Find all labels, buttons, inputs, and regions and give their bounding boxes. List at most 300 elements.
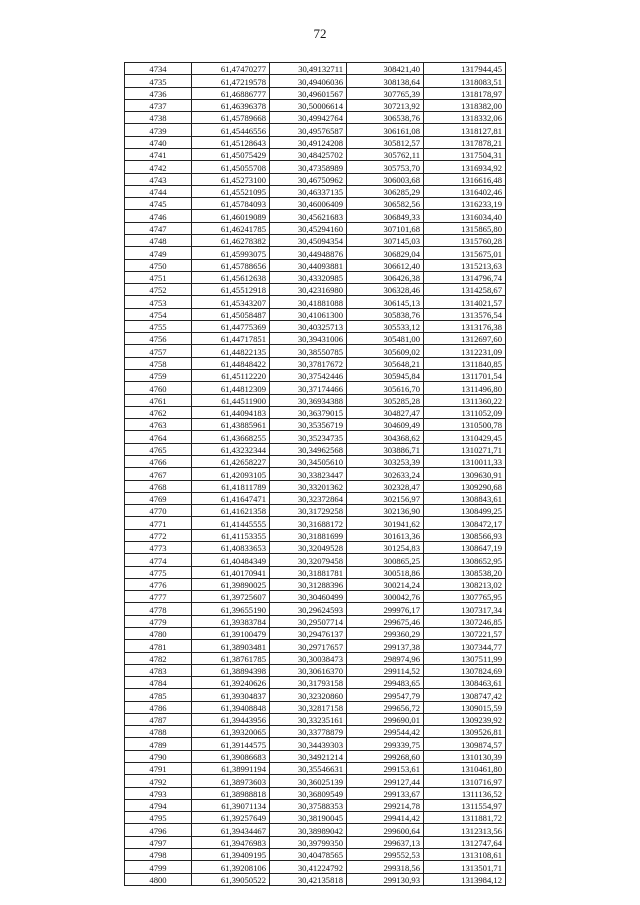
latitude-cell: 61,44812309 [192, 382, 270, 394]
point-number-cell: 4797 [125, 836, 192, 848]
latitude-cell: 61,44511900 [192, 394, 270, 406]
longitude-cell: 30,31793158 [270, 677, 347, 689]
x-coordinate-cell: 306003,68 [347, 173, 424, 185]
point-number-cell: 4786 [125, 701, 192, 713]
x-coordinate-cell: 299976,17 [347, 603, 424, 615]
table-row [125, 799, 506, 811]
table-row [125, 296, 506, 308]
point-number-cell: 4740 [125, 136, 192, 148]
point-number-cell: 4752 [125, 284, 192, 296]
table-row [125, 812, 506, 824]
table-row [125, 836, 506, 848]
table-row [125, 234, 506, 246]
point-number-cell: 4770 [125, 505, 192, 517]
table-row [125, 652, 506, 664]
point-number-cell: 4781 [125, 640, 192, 652]
table-row [125, 210, 506, 222]
table-row [125, 75, 506, 87]
x-coordinate-cell: 304368,62 [347, 431, 424, 443]
point-number-cell: 4755 [125, 320, 192, 332]
longitude-cell: 30,45621683 [270, 210, 347, 222]
point-number-cell: 4790 [125, 750, 192, 762]
point-number-cell: 4783 [125, 664, 192, 676]
point-number-cell: 4746 [125, 210, 192, 222]
x-coordinate-cell: 305616,70 [347, 382, 424, 394]
table-row [125, 456, 506, 468]
latitude-cell: 61,41153355 [192, 529, 270, 541]
table-row [125, 640, 506, 652]
y-coordinate-cell: 1315865,80 [424, 222, 506, 234]
y-coordinate-cell: 1318178,97 [424, 87, 506, 99]
latitude-cell: 61,40170941 [192, 566, 270, 578]
table-row [125, 578, 506, 590]
point-number-cell: 4748 [125, 234, 192, 246]
longitude-cell: 30,49132711 [270, 63, 347, 75]
x-coordinate-cell: 299656,72 [347, 701, 424, 713]
table-row [125, 198, 506, 210]
longitude-cell: 30,41061300 [270, 308, 347, 320]
latitude-cell: 61,45273100 [192, 173, 270, 185]
table-row [125, 87, 506, 99]
longitude-cell: 30,49942764 [270, 112, 347, 124]
point-number-cell: 4768 [125, 480, 192, 492]
point-number-cell: 4735 [125, 75, 192, 87]
y-coordinate-cell: 1307511,99 [424, 652, 506, 664]
latitude-cell: 61,46278382 [192, 234, 270, 246]
point-number-cell: 4766 [125, 456, 192, 468]
latitude-cell: 61,45612638 [192, 271, 270, 283]
longitude-cell: 30,49576587 [270, 124, 347, 136]
table-row [125, 713, 506, 725]
point-number-cell: 4758 [125, 357, 192, 369]
latitude-cell: 61,45075429 [192, 148, 270, 160]
longitude-cell: 30,37174466 [270, 382, 347, 394]
table-row [125, 480, 506, 492]
y-coordinate-cell: 1308843,61 [424, 492, 506, 504]
x-coordinate-cell: 303886,71 [347, 443, 424, 455]
point-number-cell: 4734 [125, 63, 192, 75]
longitude-cell: 30,33778879 [270, 726, 347, 738]
table-row [125, 677, 506, 689]
longitude-cell: 30,49601567 [270, 87, 347, 99]
x-coordinate-cell: 299114,52 [347, 664, 424, 676]
point-number-cell: 4800 [125, 873, 192, 885]
longitude-cell: 30,30460499 [270, 591, 347, 603]
y-coordinate-cell: 1314258,67 [424, 284, 506, 296]
longitude-cell: 30,41224792 [270, 861, 347, 873]
x-coordinate-cell: 298974,96 [347, 652, 424, 664]
longitude-cell: 30,46006409 [270, 198, 347, 210]
point-number-cell: 4753 [125, 296, 192, 308]
table-row [125, 443, 506, 455]
x-coordinate-cell: 307101,68 [347, 222, 424, 234]
table-row [125, 357, 506, 369]
table-row [125, 861, 506, 873]
longitude-cell: 30,48425702 [270, 148, 347, 160]
latitude-cell: 61,39208106 [192, 861, 270, 873]
longitude-cell: 30,40325713 [270, 320, 347, 332]
table-row [125, 763, 506, 775]
point-number-cell: 4763 [125, 419, 192, 431]
latitude-cell: 61,47470277 [192, 63, 270, 75]
latitude-cell: 61,47219578 [192, 75, 270, 87]
point-number-cell: 4777 [125, 591, 192, 603]
y-coordinate-cell: 1308652,95 [424, 554, 506, 566]
latitude-cell: 61,45788656 [192, 259, 270, 271]
table-row [125, 370, 506, 382]
x-coordinate-cell: 305945,84 [347, 370, 424, 382]
page-number: 72 [313, 26, 327, 41]
latitude-cell: 61,39257649 [192, 812, 270, 824]
latitude-cell: 61,42658227 [192, 456, 270, 468]
longitude-cell: 30,34921214 [270, 750, 347, 762]
longitude-cell: 30,36379015 [270, 406, 347, 418]
point-number-cell: 4773 [125, 541, 192, 553]
table-row [125, 284, 506, 296]
latitude-cell: 61,43668255 [192, 431, 270, 443]
y-coordinate-cell: 1317504,31 [424, 148, 506, 160]
latitude-cell: 61,39086683 [192, 750, 270, 762]
point-number-cell: 4785 [125, 689, 192, 701]
longitude-cell: 30,36025139 [270, 775, 347, 787]
point-number-cell: 4774 [125, 554, 192, 566]
longitude-cell: 30,29624593 [270, 603, 347, 615]
point-number-cell: 4782 [125, 652, 192, 664]
table-row [125, 505, 506, 517]
point-number-cell: 4737 [125, 99, 192, 111]
point-number-cell: 4793 [125, 787, 192, 799]
x-coordinate-cell: 301613,36 [347, 529, 424, 541]
longitude-cell: 30,32817158 [270, 701, 347, 713]
longitude-cell: 30,37588353 [270, 799, 347, 811]
point-number-cell: 4772 [125, 529, 192, 541]
y-coordinate-cell: 1317944,45 [424, 63, 506, 75]
x-coordinate-cell: 307765,39 [347, 87, 424, 99]
point-number-cell: 4794 [125, 799, 192, 811]
table-row [125, 431, 506, 443]
point-number-cell: 4784 [125, 677, 192, 689]
y-coordinate-cell: 1311136,52 [424, 787, 506, 799]
latitude-cell: 61,44717851 [192, 333, 270, 345]
x-coordinate-cell: 301254,83 [347, 541, 424, 553]
longitude-cell: 30,41881088 [270, 296, 347, 308]
y-coordinate-cell: 1309630,91 [424, 468, 506, 480]
longitude-cell: 30,45094354 [270, 234, 347, 246]
longitude-cell: 30,33235161 [270, 713, 347, 725]
longitude-cell: 30,32320860 [270, 689, 347, 701]
y-coordinate-cell: 1311496,80 [424, 382, 506, 394]
y-coordinate-cell: 1318332,06 [424, 112, 506, 124]
table-row [125, 603, 506, 615]
latitude-cell: 61,39476983 [192, 836, 270, 848]
latitude-cell: 61,39655190 [192, 603, 270, 615]
x-coordinate-cell: 299153,61 [347, 763, 424, 775]
longitude-cell: 30,42135818 [270, 873, 347, 885]
x-coordinate-cell: 306582,56 [347, 198, 424, 210]
longitude-cell: 30,34505610 [270, 456, 347, 468]
table-row [125, 185, 506, 197]
x-coordinate-cell: 299544,42 [347, 726, 424, 738]
table-row [125, 136, 506, 148]
longitude-cell: 30,35356719 [270, 419, 347, 431]
latitude-cell: 61,39890025 [192, 578, 270, 590]
x-coordinate-cell: 306145,13 [347, 296, 424, 308]
x-coordinate-cell: 302156,97 [347, 492, 424, 504]
y-coordinate-cell: 1311881,72 [424, 812, 506, 824]
y-coordinate-cell: 1315675,01 [424, 247, 506, 259]
table-row [125, 627, 506, 639]
latitude-cell: 61,39434467 [192, 824, 270, 836]
coordinates-table-body [125, 63, 506, 886]
point-number-cell: 4778 [125, 603, 192, 615]
point-number-cell: 4798 [125, 849, 192, 861]
latitude-cell: 61,46886777 [192, 87, 270, 99]
point-number-cell: 4741 [125, 148, 192, 160]
x-coordinate-cell: 299137,38 [347, 640, 424, 652]
latitude-cell: 61,45789668 [192, 112, 270, 124]
x-coordinate-cell: 299600,64 [347, 824, 424, 836]
latitude-cell: 61,45343207 [192, 296, 270, 308]
x-coordinate-cell: 299483,65 [347, 677, 424, 689]
y-coordinate-cell: 1315213,63 [424, 259, 506, 271]
y-coordinate-cell: 1318127,81 [424, 124, 506, 136]
x-coordinate-cell: 302328,47 [347, 480, 424, 492]
point-number-cell: 4788 [125, 726, 192, 738]
latitude-cell: 61,45512918 [192, 284, 270, 296]
longitude-cell: 30,39431006 [270, 333, 347, 345]
longitude-cell: 30,34439303 [270, 738, 347, 750]
latitude-cell: 61,41647471 [192, 492, 270, 504]
x-coordinate-cell: 305648,21 [347, 357, 424, 369]
x-coordinate-cell: 308138,64 [347, 75, 424, 87]
y-coordinate-cell: 1312231,09 [424, 345, 506, 357]
table-row [125, 701, 506, 713]
point-number-cell: 4762 [125, 406, 192, 418]
point-number-cell: 4751 [125, 271, 192, 283]
point-number-cell: 4760 [125, 382, 192, 394]
y-coordinate-cell: 1309874,57 [424, 738, 506, 750]
longitude-cell: 30,29717657 [270, 640, 347, 652]
table-row [125, 259, 506, 271]
latitude-cell: 61,45784093 [192, 198, 270, 210]
latitude-cell: 61,38761785 [192, 652, 270, 664]
point-number-cell: 4756 [125, 333, 192, 345]
table-row [125, 419, 506, 431]
table-row [125, 99, 506, 111]
latitude-cell: 61,39320065 [192, 726, 270, 738]
latitude-cell: 61,43232344 [192, 443, 270, 455]
y-coordinate-cell: 1309290,68 [424, 480, 506, 492]
x-coordinate-cell: 306849,33 [347, 210, 424, 222]
longitude-cell: 30,30038473 [270, 652, 347, 664]
x-coordinate-cell: 306328,46 [347, 284, 424, 296]
latitude-cell: 61,44094183 [192, 406, 270, 418]
y-coordinate-cell: 1307344,77 [424, 640, 506, 652]
x-coordinate-cell: 305838,76 [347, 308, 424, 320]
longitude-cell: 30,31881699 [270, 529, 347, 541]
table-row [125, 517, 506, 529]
point-number-cell: 4744 [125, 185, 192, 197]
y-coordinate-cell: 1313176,38 [424, 320, 506, 332]
x-coordinate-cell: 305609,02 [347, 345, 424, 357]
table-row [125, 271, 506, 283]
latitude-cell: 61,39304837 [192, 689, 270, 701]
table-row [125, 148, 506, 160]
y-coordinate-cell: 1307317,34 [424, 603, 506, 615]
longitude-cell: 30,36809549 [270, 787, 347, 799]
latitude-cell: 61,40484349 [192, 554, 270, 566]
y-coordinate-cell: 1310429,45 [424, 431, 506, 443]
table-row [125, 787, 506, 799]
longitude-cell: 30,31881781 [270, 566, 347, 578]
y-coordinate-cell: 1318382,00 [424, 99, 506, 111]
longitude-cell: 30,34962568 [270, 443, 347, 455]
latitude-cell: 61,39050522 [192, 873, 270, 885]
point-number-cell: 4775 [125, 566, 192, 578]
longitude-cell: 30,29476137 [270, 627, 347, 639]
longitude-cell: 30,32049528 [270, 541, 347, 553]
x-coordinate-cell: 306829,04 [347, 247, 424, 259]
table-row [125, 554, 506, 566]
latitude-cell: 61,45128643 [192, 136, 270, 148]
point-number-cell: 4787 [125, 713, 192, 725]
point-number-cell: 4743 [125, 173, 192, 185]
latitude-cell: 61,46019089 [192, 210, 270, 222]
x-coordinate-cell: 299214,78 [347, 799, 424, 811]
latitude-cell: 61,38903481 [192, 640, 270, 652]
longitude-cell: 30,44948876 [270, 247, 347, 259]
longitude-cell: 30,35234735 [270, 431, 347, 443]
y-coordinate-cell: 1314021,57 [424, 296, 506, 308]
x-coordinate-cell: 299268,60 [347, 750, 424, 762]
y-coordinate-cell: 1317878,21 [424, 136, 506, 148]
y-coordinate-cell: 1313984,12 [424, 873, 506, 885]
y-coordinate-cell: 1308538,20 [424, 566, 506, 578]
table-row [125, 775, 506, 787]
point-number-cell: 4754 [125, 308, 192, 320]
y-coordinate-cell: 1309526,81 [424, 726, 506, 738]
x-coordinate-cell: 300865,25 [347, 554, 424, 566]
table-row [125, 468, 506, 480]
latitude-cell: 61,45446556 [192, 124, 270, 136]
point-number-cell: 4749 [125, 247, 192, 259]
longitude-cell: 30,45294160 [270, 222, 347, 234]
x-coordinate-cell: 304609,49 [347, 419, 424, 431]
longitude-cell: 30,49124208 [270, 136, 347, 148]
longitude-cell: 30,38190045 [270, 812, 347, 824]
longitude-cell: 30,31288396 [270, 578, 347, 590]
y-coordinate-cell: 1316233,19 [424, 198, 506, 210]
table-row [125, 320, 506, 332]
table-row [125, 173, 506, 185]
latitude-cell: 61,44848422 [192, 357, 270, 369]
latitude-cell: 61,45521095 [192, 185, 270, 197]
y-coordinate-cell: 1308213,02 [424, 578, 506, 590]
latitude-cell: 61,42093105 [192, 468, 270, 480]
point-number-cell: 4796 [125, 824, 192, 836]
x-coordinate-cell: 305762,11 [347, 148, 424, 160]
table-row [125, 664, 506, 676]
y-coordinate-cell: 1316934,92 [424, 161, 506, 173]
point-number-cell: 4789 [125, 738, 192, 750]
latitude-cell: 61,43885961 [192, 419, 270, 431]
point-number-cell: 4776 [125, 578, 192, 590]
longitude-cell: 30,32079458 [270, 554, 347, 566]
longitude-cell: 30,31688172 [270, 517, 347, 529]
table-row [125, 689, 506, 701]
y-coordinate-cell: 1308747,42 [424, 689, 506, 701]
point-number-cell: 4761 [125, 394, 192, 406]
x-coordinate-cell: 299130,93 [347, 873, 424, 885]
y-coordinate-cell: 1311554,97 [424, 799, 506, 811]
table-row [125, 406, 506, 418]
y-coordinate-cell: 1311052,09 [424, 406, 506, 418]
longitude-cell: 30,42316980 [270, 284, 347, 296]
point-number-cell: 4792 [125, 775, 192, 787]
latitude-cell: 61,45112220 [192, 370, 270, 382]
table-row [125, 63, 506, 75]
longitude-cell: 30,50006614 [270, 99, 347, 111]
table-row [125, 849, 506, 861]
y-coordinate-cell: 1313501,71 [424, 861, 506, 873]
table-row [125, 394, 506, 406]
x-coordinate-cell: 299339,75 [347, 738, 424, 750]
point-number-cell: 4767 [125, 468, 192, 480]
point-number-cell: 4799 [125, 861, 192, 873]
longitude-cell: 30,35546631 [270, 763, 347, 775]
coordinates-table [124, 62, 506, 886]
x-coordinate-cell: 301941,62 [347, 517, 424, 529]
x-coordinate-cell: 299637,13 [347, 836, 424, 848]
point-number-cell: 4771 [125, 517, 192, 529]
table-row [125, 750, 506, 762]
point-number-cell: 4738 [125, 112, 192, 124]
latitude-cell: 61,39383784 [192, 615, 270, 627]
point-number-cell: 4757 [125, 345, 192, 357]
longitude-cell: 30,49406036 [270, 75, 347, 87]
y-coordinate-cell: 1309015,59 [424, 701, 506, 713]
longitude-cell: 30,38550785 [270, 345, 347, 357]
longitude-cell: 30,40478565 [270, 849, 347, 861]
longitude-cell: 30,38989042 [270, 824, 347, 836]
x-coordinate-cell: 299675,46 [347, 615, 424, 627]
x-coordinate-cell: 305753,70 [347, 161, 424, 173]
point-number-cell: 4739 [125, 124, 192, 136]
table-row [125, 529, 506, 541]
x-coordinate-cell: 305481,00 [347, 333, 424, 345]
x-coordinate-cell: 308421,40 [347, 63, 424, 75]
longitude-cell: 30,46337135 [270, 185, 347, 197]
x-coordinate-cell: 300042,76 [347, 591, 424, 603]
y-coordinate-cell: 1312313,56 [424, 824, 506, 836]
y-coordinate-cell: 1311701,54 [424, 370, 506, 382]
point-number-cell: 4742 [125, 161, 192, 173]
longitude-cell: 30,46750962 [270, 173, 347, 185]
latitude-cell: 61,39408848 [192, 701, 270, 713]
table-row [125, 247, 506, 259]
y-coordinate-cell: 1310271,71 [424, 443, 506, 455]
x-coordinate-cell: 305285,28 [347, 394, 424, 406]
x-coordinate-cell: 303253,39 [347, 456, 424, 468]
longitude-cell: 30,39799350 [270, 836, 347, 848]
y-coordinate-cell: 1313576,54 [424, 308, 506, 320]
x-coordinate-cell: 299318,56 [347, 861, 424, 873]
x-coordinate-cell: 300518,86 [347, 566, 424, 578]
table-row [125, 738, 506, 750]
x-coordinate-cell: 306285,29 [347, 185, 424, 197]
point-number-cell: 4795 [125, 812, 192, 824]
longitude-cell: 30,36934388 [270, 394, 347, 406]
